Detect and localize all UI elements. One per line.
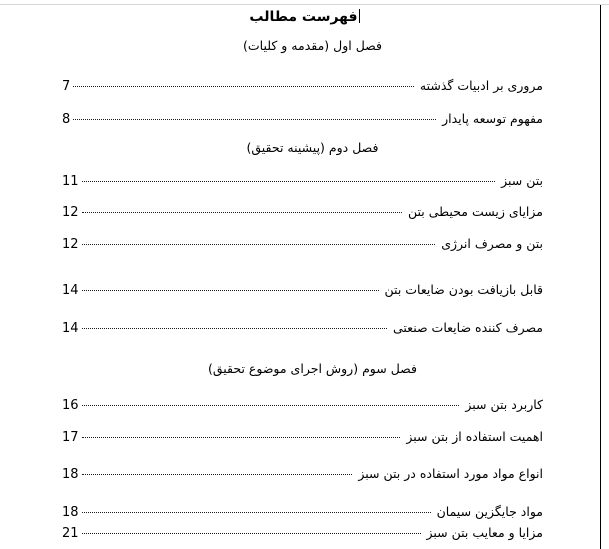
toc-entry[interactable] xyxy=(62,396,543,413)
toc-entry-title: انواع مواد مورد استفاده در بتن سبز xyxy=(358,466,543,481)
toc-entry-title: کاربرد بتن سبز xyxy=(465,397,543,412)
toc-entry-page: 8 xyxy=(62,112,71,127)
toc-leader-dots xyxy=(82,320,387,332)
chapter-heading-3-text: فصل سوم (روش اجرای موضوع تحقیق) xyxy=(207,361,417,376)
toc-entry[interactable] xyxy=(62,235,543,252)
toc-entry-page: 7 xyxy=(62,79,71,94)
toc-entry-page: 21 xyxy=(62,526,79,541)
toc-leader-dots xyxy=(82,397,460,409)
page-right-border xyxy=(600,5,601,549)
toc-entry-title: بتن سبز xyxy=(501,173,543,188)
toc-entry-page: 14 xyxy=(62,321,79,336)
toc-entry[interactable] xyxy=(62,503,543,520)
toc-entry-title: مواد جایگزین سیمان xyxy=(436,504,543,519)
toc-entry-title: اهمیت استفاده از بتن سبز xyxy=(406,429,543,444)
text-caret xyxy=(359,9,360,23)
toc-leader-dots xyxy=(82,429,401,441)
toc-entry[interactable] xyxy=(62,465,543,482)
toc-entry-title: قابل بازیافت بودن ضایعات بتن xyxy=(384,282,543,297)
toc-entry-page: 11 xyxy=(62,174,79,189)
toc-entry-page: 17 xyxy=(62,430,79,445)
toc-entry-page: 12 xyxy=(62,237,79,252)
toc-leader-dots xyxy=(82,504,431,516)
toc-leader-dots xyxy=(73,111,436,123)
toc-entry[interactable] xyxy=(62,172,543,189)
toc-leader-dots xyxy=(82,525,421,537)
toc-entry-page: 16 xyxy=(62,398,79,413)
toc-leader-dots xyxy=(82,173,496,185)
toc-leader-dots xyxy=(73,78,414,90)
toc-entry[interactable] xyxy=(62,77,543,94)
toc-entry-title: مروری بر ادبیات گذشته xyxy=(419,78,543,93)
chapter-heading-2 xyxy=(0,140,609,156)
chapter-heading-2-text: فصل دوم (پیشینه تحقیق) xyxy=(246,140,379,155)
toc-leader-dots xyxy=(82,204,402,216)
chapter-heading-3 xyxy=(0,361,609,377)
toc-entry-title: بتن و مصرف انرژی xyxy=(441,236,543,251)
toc-entry[interactable] xyxy=(62,110,543,127)
toc-entry[interactable] xyxy=(62,203,543,220)
toc-entry[interactable] xyxy=(62,524,543,541)
toc-leader-dots xyxy=(82,236,436,248)
toc-entry-page: 18 xyxy=(62,467,79,482)
toc-entry-page: 14 xyxy=(62,283,79,298)
page-title-text: فهرست مطالب xyxy=(249,9,358,25)
toc-entry[interactable] xyxy=(62,319,543,336)
toc-entry[interactable] xyxy=(62,428,543,445)
chapter-heading-1 xyxy=(0,38,609,54)
page-title xyxy=(0,8,609,26)
toc-leader-dots xyxy=(82,466,353,478)
toc-entry-title: مزایا و معایب بتن سبز xyxy=(426,525,543,540)
chapter-heading-1-text: فصل اول (مقدمه و کلیات) xyxy=(243,38,382,53)
toc-entry-title: مفهوم توسعه پایدار xyxy=(442,111,543,126)
toc-entry-title: مصرف کننده ضایعات صنعتی xyxy=(392,320,543,335)
toc-entry-title: مزایای زیست محیطی بتن xyxy=(408,204,543,219)
page-top-rule xyxy=(0,4,609,5)
toc-entry-page: 18 xyxy=(62,505,79,520)
toc-leader-dots xyxy=(82,282,379,294)
toc-entry-page: 12 xyxy=(62,205,79,220)
toc-entry[interactable] xyxy=(62,281,543,298)
